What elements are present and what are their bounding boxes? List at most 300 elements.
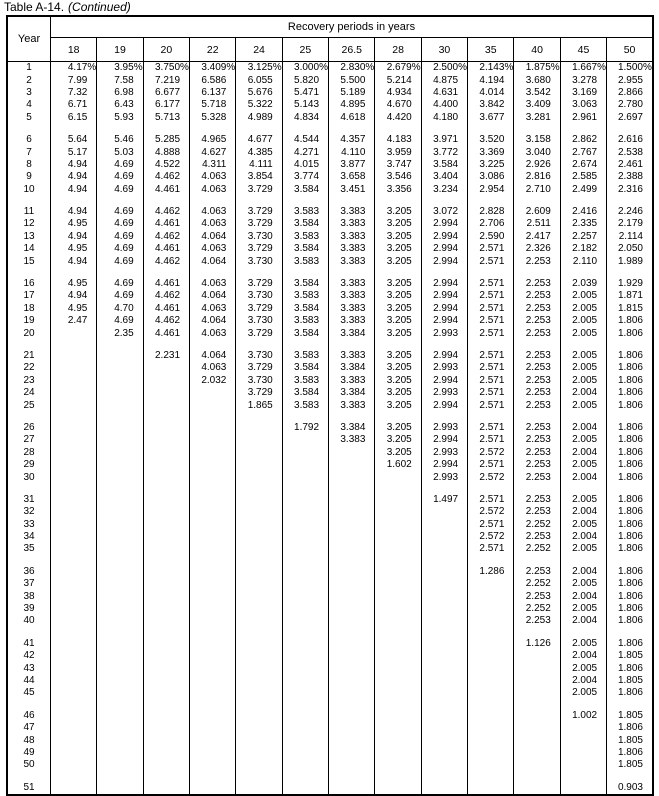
percentage-value: 2.862 <box>572 134 598 146</box>
year-cell: 40 <box>7 615 51 627</box>
percentage-value: 3.729 <box>247 218 273 230</box>
cell-year44-period22 <box>190 675 236 687</box>
cell-year19-period22 <box>190 315 236 327</box>
spacer-cell <box>375 340 421 350</box>
percentage-value: 3.854 <box>247 171 273 183</box>
percentage-value: 1.989 <box>617 255 643 267</box>
percent-sign: % <box>550 62 560 74</box>
cell-year13-period30 <box>421 231 467 243</box>
cell-year16-period18 <box>51 278 97 290</box>
spacer-cell <box>514 196 560 206</box>
spacer-cell <box>143 412 189 422</box>
cell-year46-period22 <box>190 710 236 722</box>
cell-year31-period50 <box>607 494 653 506</box>
spacer-cell <box>236 196 282 206</box>
cell-year12-period24 <box>236 218 282 230</box>
percentage-value: 3.383 <box>340 315 366 327</box>
cell-year6-period25 <box>282 134 328 146</box>
cell-year25-period22 <box>190 399 236 411</box>
cell-year36-period40 <box>514 566 560 578</box>
cell-year35-period40 <box>514 543 560 555</box>
percentage-value: 3.584 <box>294 327 320 339</box>
cell-year49-period50 <box>607 747 653 759</box>
percentage-value: 2.571 <box>479 315 505 327</box>
cell-year11-period40 <box>514 206 560 218</box>
cell-year47-period26.5 <box>329 722 375 734</box>
cell-year50-period22 <box>190 759 236 771</box>
cell-year23-period25 <box>282 375 328 387</box>
cell-year23-period50 <box>607 375 653 387</box>
cell-year9-period25 <box>282 171 328 183</box>
cell-year3-period35 <box>468 87 514 99</box>
spacer-cell <box>514 340 560 350</box>
percentage-value: 2.005 <box>572 543 598 555</box>
cell-year17-period45 <box>560 290 606 302</box>
cell-year36-period28 <box>375 566 421 578</box>
year-cell: 51 <box>7 782 51 795</box>
percentage-value: 1.806 <box>617 374 643 386</box>
table-row-year-4 <box>7 99 653 111</box>
spacer-cell <box>282 124 328 134</box>
percentage-value: 6.677 <box>155 86 181 98</box>
percentage-value: 5.93 <box>114 111 134 123</box>
percentage-value: 2.35 <box>114 327 134 339</box>
percentage-value: 3.729 <box>247 243 273 255</box>
percentage-value: 3.583 <box>294 206 320 218</box>
cell-year2-period28 <box>375 74 421 86</box>
cell-year45-period28 <box>375 687 421 699</box>
percentage-value: 3.729 <box>247 183 273 195</box>
spacer-cell <box>7 628 51 638</box>
cell-year7-period50 <box>607 146 653 158</box>
cell-year18-period22 <box>190 303 236 315</box>
cell-year47-period24 <box>236 722 282 734</box>
cell-year44-period20 <box>143 675 189 687</box>
cell-year43-period25 <box>282 662 328 674</box>
table-row-year-8 <box>7 159 653 171</box>
percentage-value: 2.253 <box>525 278 551 290</box>
percentage-value: 3.205 <box>386 278 412 290</box>
year-cell: 22 <box>7 362 51 374</box>
cell-year50-period25 <box>282 759 328 771</box>
percentage-value: 1.806 <box>617 578 643 590</box>
cell-year30-period30 <box>421 471 467 483</box>
cell-year46-period40 <box>514 710 560 722</box>
cell-year36-period18 <box>51 566 97 578</box>
cell-year30-period19 <box>97 471 143 483</box>
cell-year23-period22 <box>190 375 236 387</box>
cell-year5-period22 <box>190 112 236 124</box>
percentage-value: 2.335 <box>572 218 598 230</box>
year-cell: 38 <box>7 590 51 602</box>
cell-year23-period19 <box>97 375 143 387</box>
spacer-cell <box>143 124 189 134</box>
cell-year27-period25 <box>282 434 328 446</box>
percentage-value: 2.388 <box>617 171 643 183</box>
cell-year9-period22 <box>190 171 236 183</box>
cell-year49-period40 <box>514 747 560 759</box>
cell-year16-period30 <box>421 278 467 290</box>
cell-year6-period50 <box>607 134 653 146</box>
percentage-value: 4.875 <box>433 74 459 86</box>
cell-year20-period40 <box>514 327 560 339</box>
cell-year21-period19 <box>97 350 143 362</box>
percentage-value: 2.767 <box>572 146 598 158</box>
cell-year48-period28 <box>375 734 421 746</box>
percentage-value: 3.750 <box>155 62 181 74</box>
percentage-value: 2.316 <box>617 183 643 195</box>
cell-year8-period40 <box>514 159 560 171</box>
cell-year37-period18 <box>51 578 97 590</box>
percentage-value: 2.993 <box>433 387 459 399</box>
cell-year47-period18 <box>51 722 97 734</box>
cell-year17-period20 <box>143 290 189 302</box>
cell-year36-period19 <box>97 566 143 578</box>
cell-year51-period40 <box>514 782 560 795</box>
group-spacer-row <box>7 196 653 206</box>
percentage-value: 4.271 <box>294 146 320 158</box>
percentage-value: 4.94 <box>67 171 88 183</box>
cell-year1-period25 <box>282 62 328 75</box>
cell-year47-period28 <box>375 722 421 734</box>
percentage-value: 3.730 <box>247 255 273 267</box>
percentage-value: 2.005 <box>572 493 598 505</box>
spacer-cell <box>375 628 421 638</box>
spacer-cell <box>468 556 514 566</box>
year-cell: 11 <box>7 206 51 218</box>
spacer-cell <box>468 700 514 710</box>
cell-year28-period20 <box>143 447 189 459</box>
cell-year3-period25 <box>282 87 328 99</box>
cell-year25-period35 <box>468 399 514 411</box>
percentage-value: 5.820 <box>294 74 320 86</box>
percentage-value: 2.005 <box>572 290 598 302</box>
cell-year24-period24 <box>236 387 282 399</box>
spacer-cell <box>560 628 606 638</box>
cell-year44-period40 <box>514 675 560 687</box>
percentage-value: 3.729 <box>247 278 273 290</box>
table-row-year-20 <box>7 327 653 339</box>
table-row-year-48 <box>7 734 653 746</box>
percentage-value: 3.383 <box>340 206 366 218</box>
cell-year12-period40 <box>514 218 560 230</box>
cell-year41-period40 <box>514 638 560 650</box>
percentage-value: 6.177 <box>155 99 181 111</box>
percentage-value: 5.718 <box>201 99 227 111</box>
cell-year9-period50 <box>607 171 653 183</box>
cell-year38-period40 <box>514 590 560 602</box>
column-header-45: 45 <box>560 38 606 62</box>
percentage-value: 3.729 <box>247 327 273 339</box>
percentage-value: 2.050 <box>617 243 643 255</box>
cell-year45-period25 <box>282 687 328 699</box>
percentage-value: 2.253 <box>525 506 551 518</box>
cell-year22-period30 <box>421 362 467 374</box>
spacer-cell <box>560 484 606 494</box>
cell-year13-period24 <box>236 231 282 243</box>
spacer-cell <box>7 700 51 710</box>
percentage-value: 3.205 <box>386 243 412 255</box>
cell-year21-period40 <box>514 350 560 362</box>
percentage-value: 7.99 <box>67 74 88 86</box>
cell-year5-period26.5 <box>329 112 375 124</box>
cell-year42-period28 <box>375 650 421 662</box>
cell-year38-period19 <box>97 590 143 602</box>
cell-year25-period24 <box>236 399 282 411</box>
cell-year43-period19 <box>97 662 143 674</box>
percentage-value: 4.064 <box>201 350 227 361</box>
cell-year4-period20 <box>143 99 189 111</box>
percentage-value: 2.253 <box>525 615 551 627</box>
percentage-value: 2.571 <box>479 278 505 290</box>
percentage-value: 4.063 <box>201 302 227 314</box>
cell-year3-period24 <box>236 87 282 99</box>
cell-year40-period35 <box>468 615 514 627</box>
percentage-value: 4.618 <box>340 111 366 123</box>
cell-year32-period40 <box>514 506 560 518</box>
percentage-value: 2.004 <box>572 674 598 686</box>
percentage-value: 4.888 <box>155 146 181 158</box>
cell-year48-period30 <box>421 734 467 746</box>
cell-year50-period26.5 <box>329 759 375 771</box>
cell-year46-period20 <box>143 710 189 722</box>
percentage-value: 1.806 <box>617 387 643 399</box>
percentage-value: 1.806 <box>617 603 643 615</box>
percentage-value: 1.805 <box>617 650 643 662</box>
cell-year1-period18 <box>51 62 97 75</box>
percentage-value: 4.462 <box>155 315 181 327</box>
recovery-periods-header: Recovery periods in years <box>51 16 654 38</box>
year-cell: 31 <box>7 494 51 506</box>
percentage-value: 2.253 <box>525 471 551 483</box>
percentage-value: 2.993 <box>433 446 459 458</box>
cell-year14-period24 <box>236 243 282 255</box>
cell-year15-period28 <box>375 255 421 267</box>
cell-year8-period20 <box>143 159 189 171</box>
percentage-value: 4.627 <box>201 146 227 158</box>
cell-year30-period18 <box>51 471 97 483</box>
cell-year50-period28 <box>375 759 421 771</box>
spacer-cell <box>607 772 653 782</box>
spacer-cell <box>421 340 467 350</box>
cell-year29-period25 <box>282 459 328 471</box>
percentage-value: 3.072 <box>433 206 459 218</box>
cell-year40-period30 <box>421 615 467 627</box>
table-row-year-24 <box>7 387 653 399</box>
table-row-year-35 <box>7 543 653 555</box>
cell-year8-period22 <box>190 159 236 171</box>
cell-year35-period26.5 <box>329 543 375 555</box>
percentage-value: 4.461 <box>155 183 181 195</box>
cell-year27-period19 <box>97 434 143 446</box>
column-header-28: 28 <box>375 38 421 62</box>
cell-year50-period35 <box>468 759 514 771</box>
cell-year16-period25 <box>282 278 328 290</box>
cell-year11-period50 <box>607 206 653 218</box>
percentage-value: 4.670 <box>386 99 412 111</box>
cell-year39-period45 <box>560 603 606 615</box>
cell-year19-period19 <box>97 315 143 327</box>
cell-year17-period18 <box>51 290 97 302</box>
cell-year23-period20 <box>143 375 189 387</box>
cell-year28-period25 <box>282 447 328 459</box>
percentage-value: 2.571 <box>479 350 505 361</box>
cell-year5-period45 <box>560 112 606 124</box>
percentage-value: 7.219 <box>155 74 181 86</box>
spacer-cell <box>143 340 189 350</box>
cell-year22-period28 <box>375 362 421 374</box>
cell-year41-period45 <box>560 638 606 650</box>
spacer-cell <box>329 340 375 350</box>
percentage-value: 2.253 <box>525 350 551 361</box>
spacer-cell <box>514 700 560 710</box>
percentage-value: 1.806 <box>617 459 643 471</box>
cell-year36-period35 <box>468 566 514 578</box>
percentage-value: 5.189 <box>340 86 366 98</box>
spacer-cell <box>236 484 282 494</box>
cell-year33-period25 <box>282 519 328 531</box>
header-row-top <box>7 16 653 38</box>
cell-year36-period24 <box>236 566 282 578</box>
cell-year3-period28 <box>375 87 421 99</box>
cell-year29-period24 <box>236 459 282 471</box>
cell-year15-period25 <box>282 255 328 267</box>
percentage-value: 2.253 <box>525 290 551 302</box>
cell-year13-period35 <box>468 231 514 243</box>
table-row-year-2 <box>7 74 653 86</box>
cell-year17-period35 <box>468 290 514 302</box>
cell-year7-period40 <box>514 146 560 158</box>
cell-year23-period24 <box>236 375 282 387</box>
cell-year41-period50 <box>607 638 653 650</box>
table-row-year-25 <box>7 399 653 411</box>
spacer-cell <box>236 700 282 710</box>
percentage-value: 2.461 <box>617 158 643 170</box>
percentage-value: 2.253 <box>525 446 551 458</box>
cell-year43-period24 <box>236 662 282 674</box>
cell-year5-period19 <box>97 112 143 124</box>
percentage-value: 2.571 <box>479 459 505 471</box>
percentage-value: 3.658 <box>340 171 366 183</box>
percentage-value: 4.064 <box>201 290 227 302</box>
year-cell: 35 <box>7 543 51 555</box>
percentage-value: 2.039 <box>572 278 598 290</box>
cell-year2-period45 <box>560 74 606 86</box>
year-cell: 36 <box>7 566 51 578</box>
cell-year12-period45 <box>560 218 606 230</box>
percentage-value: 2.253 <box>525 434 551 446</box>
percentage-value: 4.94 <box>67 183 88 195</box>
percentage-value: 2.004 <box>572 471 598 483</box>
cell-year22-period25 <box>282 362 328 374</box>
percentage-value: 3.205 <box>386 206 412 218</box>
cell-year32-period24 <box>236 506 282 518</box>
percentage-value: 3.730 <box>247 230 273 242</box>
cell-year8-period50 <box>607 159 653 171</box>
cell-year26-period50 <box>607 422 653 434</box>
year-cell: 18 <box>7 303 51 315</box>
cell-year17-period30 <box>421 290 467 302</box>
percentage-value: 4.063 <box>201 218 227 230</box>
cell-year43-period45 <box>560 662 606 674</box>
percentage-value: 4.063 <box>201 171 227 183</box>
percentage-value: 3.959 <box>386 146 412 158</box>
cell-year10-period30 <box>421 184 467 196</box>
cell-year28-period45 <box>560 447 606 459</box>
cell-year31-period25 <box>282 494 328 506</box>
cell-year40-period45 <box>560 615 606 627</box>
cell-year51-period30 <box>421 782 467 795</box>
percentage-value: 4.522 <box>155 158 181 170</box>
year-cell: 46 <box>7 710 51 722</box>
cell-year24-period40 <box>514 387 560 399</box>
table-row-year-22 <box>7 362 653 374</box>
cell-year17-period22 <box>190 290 236 302</box>
cell-year11-period35 <box>468 206 514 218</box>
percent-sign: % <box>226 62 236 74</box>
cell-year25-period50 <box>607 399 653 411</box>
percentage-value: 4.94 <box>67 206 88 218</box>
cell-year15-period22 <box>190 255 236 267</box>
cell-year27-period20 <box>143 434 189 446</box>
spacer-cell <box>375 412 421 422</box>
cell-year17-period28 <box>375 290 421 302</box>
table-row-year-41 <box>7 638 653 650</box>
cell-year11-period26.5 <box>329 206 375 218</box>
cell-year18-period28 <box>375 303 421 315</box>
percentage-value: 4.015 <box>294 158 320 170</box>
percentage-value: 3.384 <box>340 362 366 374</box>
percentage-value: 1.806 <box>617 421 643 433</box>
cell-year7-period24 <box>236 146 282 158</box>
cell-year49-period45 <box>560 747 606 759</box>
cell-year24-period45 <box>560 387 606 399</box>
cell-year8-period19 <box>97 159 143 171</box>
cell-year28-period24 <box>236 447 282 459</box>
cell-year41-period26.5 <box>329 638 375 650</box>
year-cell: 12 <box>7 218 51 230</box>
percentage-value: 3.583 <box>294 315 320 327</box>
percentage-value: 4.70 <box>114 302 134 314</box>
percentage-value: 2.253 <box>525 327 551 339</box>
cell-year1-period28 <box>375 62 421 75</box>
cell-year20-period26.5 <box>329 327 375 339</box>
percentage-value: 2.005 <box>572 603 598 615</box>
cell-year45-period30 <box>421 687 467 699</box>
year-cell: 41 <box>7 638 51 650</box>
column-header-50: 50 <box>607 38 653 62</box>
cell-year38-period45 <box>560 590 606 602</box>
percentage-value: 2.500 <box>433 62 459 74</box>
cell-year27-period26.5 <box>329 434 375 446</box>
cell-year10-period35 <box>468 184 514 196</box>
group-spacer-row <box>7 124 653 134</box>
percentage-value: 1.871 <box>617 290 643 302</box>
spacer-cell <box>236 556 282 566</box>
cell-year15-period40 <box>514 255 560 267</box>
percentage-value: 2.005 <box>572 518 598 530</box>
cell-year28-period22 <box>190 447 236 459</box>
cell-year24-period18 <box>51 387 97 399</box>
cell-year11-period25 <box>282 206 328 218</box>
cell-year29-period20 <box>143 459 189 471</box>
cell-year31-period22 <box>190 494 236 506</box>
cell-year35-period19 <box>97 543 143 555</box>
percentage-value: 3.583 <box>294 255 320 267</box>
cell-year17-period19 <box>97 290 143 302</box>
cell-year6-period45 <box>560 134 606 146</box>
table-row-year-28 <box>7 447 653 459</box>
